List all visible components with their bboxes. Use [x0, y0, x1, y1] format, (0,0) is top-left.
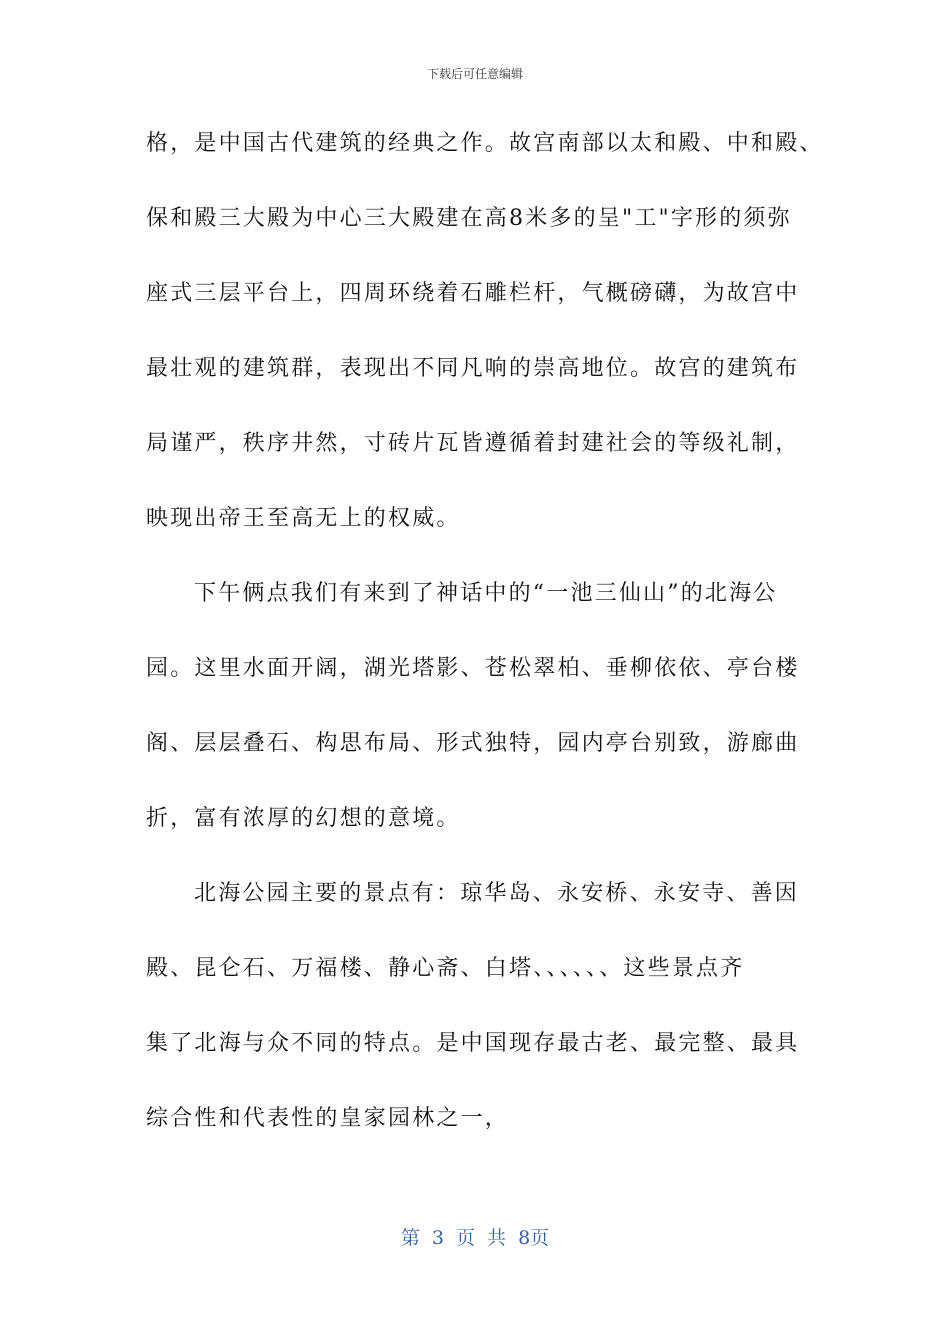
text-line: 座式三层平台上，四周环绕着石雕栏杆，气概磅礴，为故宫中 — [146, 281, 800, 306]
paragraph-first-line: 下午俩点我们有来到了神话中的“一池三仙山”的北海公 — [194, 581, 778, 606]
document-body — [146, 126, 826, 1176]
text-line: 综合性和代表性的皇家园林之一， — [146, 1106, 510, 1131]
page-header: 下载后可任意编辑 — [426, 67, 523, 81]
text-line: 园。这里水面开阔，湖光塔影、苍松翠柏、垂柳依依、亭台楼 — [146, 656, 800, 681]
text-line: 局谨严，秩序井然，寸砖片瓦皆遵循着封建社会的等级礼制， — [146, 431, 800, 456]
paragraph-first-line: 北海公园主要的景点有：琼华岛、永安桥、永安寺、善因 — [194, 881, 800, 906]
text-line: 保和殿三大殿为中心三大殿建在高8米多的呈"工"字形的须弥 — [146, 206, 792, 231]
text-line: 格，是中国古代建筑的经典之作。故宫南部以太和殿、中和殿、 — [146, 131, 824, 156]
text-line: 折，富有浓厚的幻想的意境。 — [146, 806, 461, 831]
text-line: 映现出帝王至高无上的权威。 — [146, 506, 461, 531]
text-line: 集了北海与众不同的特点。是中国现存最古老、最完整、最具 — [146, 1031, 800, 1056]
text-line: 殿、昆仑石、万福楼、静心斋、白塔、、、、、、这些景点齐 — [146, 956, 745, 981]
page-number-footer: 第 3 页 共 8页 — [400, 1227, 550, 1249]
text-line: 阁、层层叠石、构思布局、形式独特，园内亭台别致，游廊曲 — [146, 731, 800, 756]
text-line: 最壮观的建筑群，表现出不同凡响的崇高地位。故宫的建筑布 — [146, 356, 800, 381]
